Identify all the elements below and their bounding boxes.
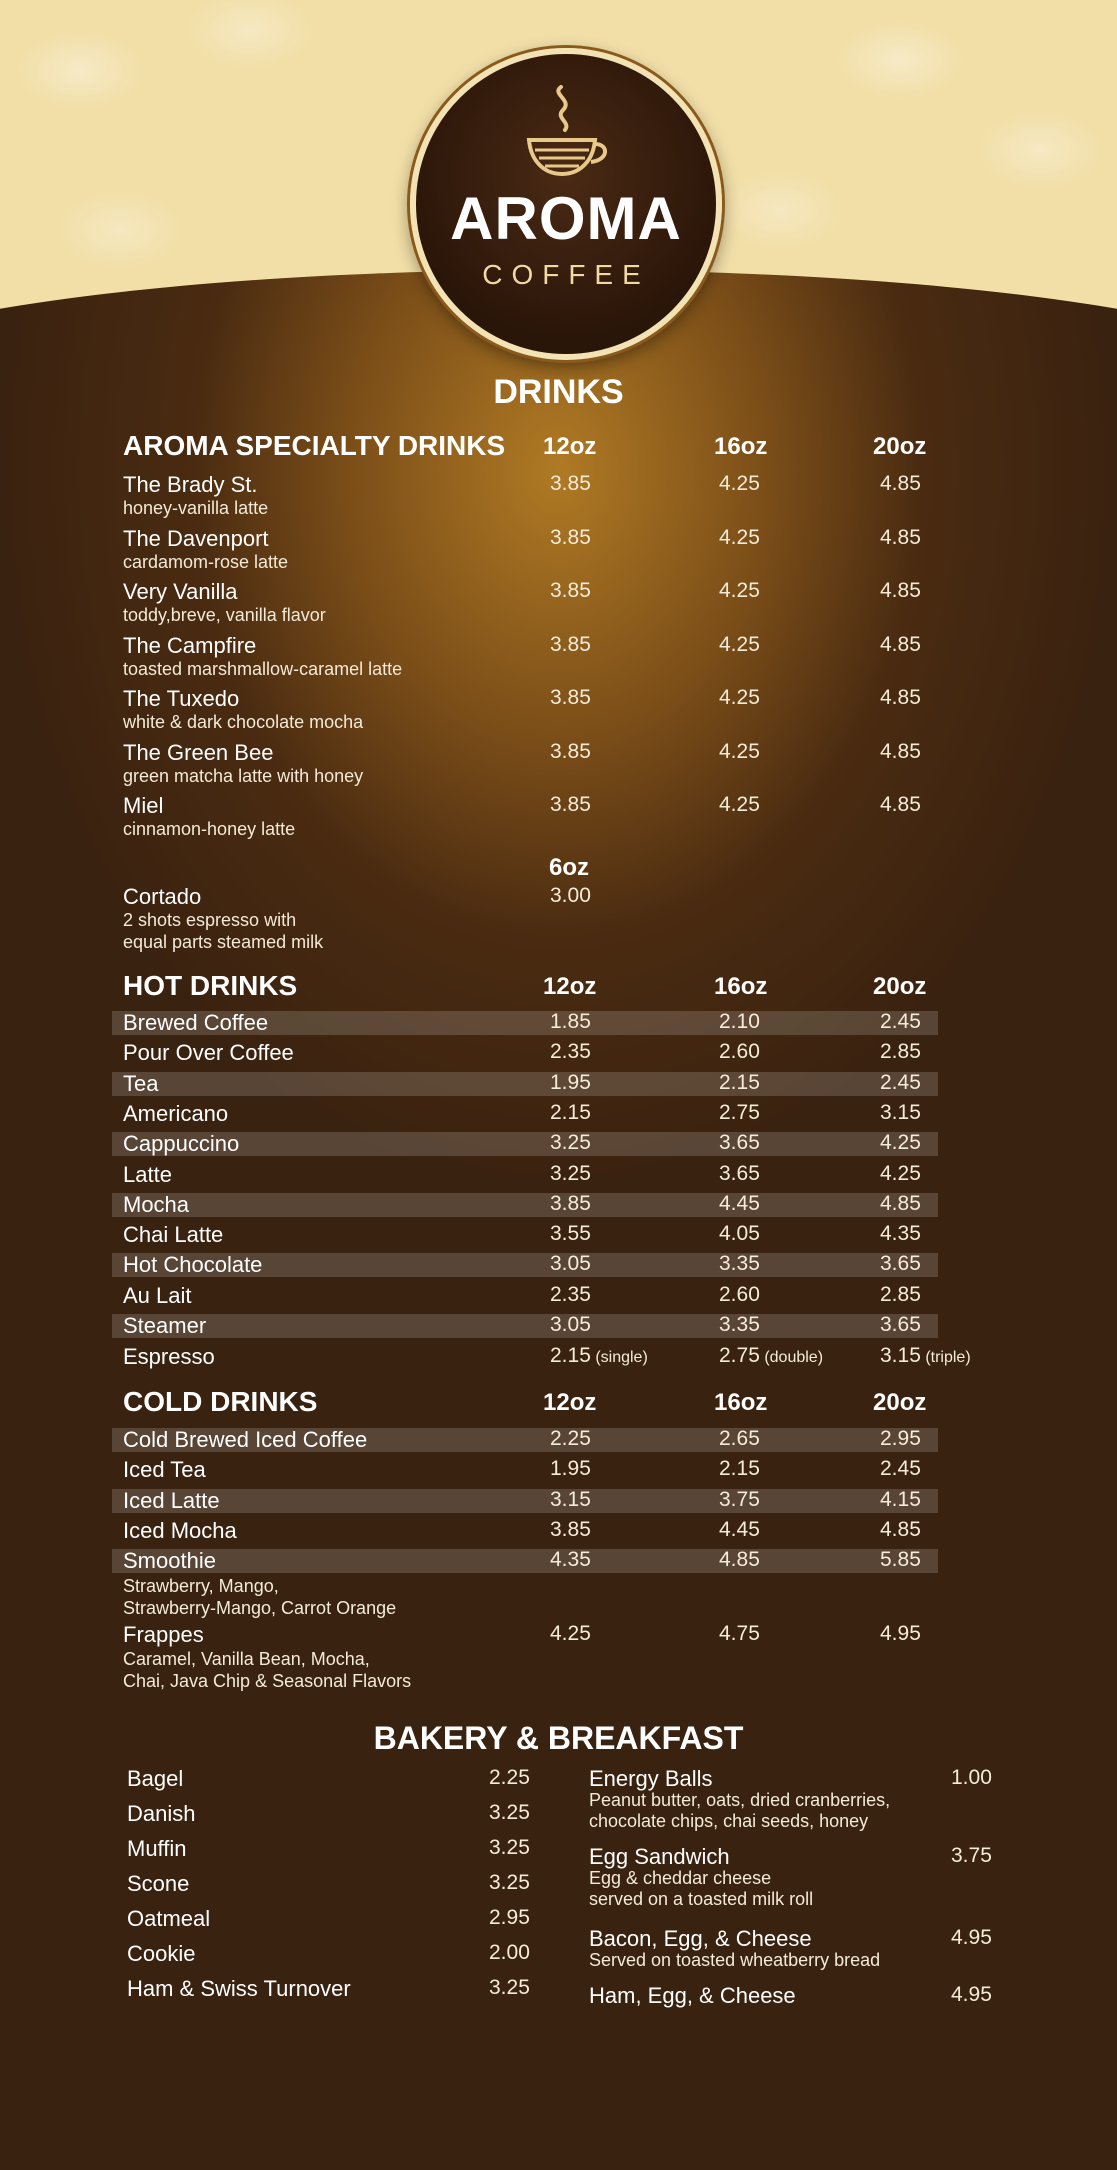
price-20oz: 2.95 — [880, 1427, 921, 1450]
item-name: Cappuccino — [123, 1131, 240, 1157]
price-12oz: 3.85 — [550, 1517, 591, 1541]
hot-drink-row — [123, 1162, 1083, 1190]
price-20oz: 4.35 — [880, 1222, 921, 1246]
hot-drink-row — [123, 1010, 1083, 1038]
price-12oz: 3.85 — [550, 632, 591, 656]
bakery-item-name: Ham & Swiss Turnover — [127, 1976, 351, 2001]
breakfast-item-name: Egg Sandwich — [589, 1844, 730, 1869]
cold-drink-row — [123, 1518, 1083, 1546]
breakfast-item-price: 1.00 — [951, 1766, 992, 1789]
price-16oz: 3.75 — [719, 1487, 760, 1511]
price-20oz: 4.85 — [880, 686, 921, 709]
cortado-item — [123, 884, 1083, 952]
item-name: The Green Bee — [123, 739, 274, 765]
price-16oz: 2.15 — [719, 1457, 760, 1481]
item-name: Very Vanilla — [123, 579, 238, 604]
price-16oz: 4.25 — [719, 739, 760, 763]
price-12oz: 3.15 — [550, 1487, 591, 1511]
hot-drink-row — [123, 1040, 1083, 1068]
price-12oz: 2.35 — [550, 1282, 591, 1306]
item-name: Steamer — [123, 1313, 207, 1338]
item-name: Smoothie — [123, 1548, 216, 1574]
frappe-flavors: Caramel, Vanilla Bean, Mocha, — [123, 1649, 370, 1669]
breakfast-item-name: Ham, Egg, & Cheese — [589, 1983, 796, 2008]
hot-drink-row — [123, 1192, 1083, 1220]
price-20oz: 2.85 — [880, 1040, 921, 1064]
specialty-size-20oz: 20oz — [873, 433, 927, 460]
price-20oz: 4.85 — [880, 632, 921, 656]
price-6oz: 3.00 — [550, 884, 591, 907]
hot-drink-row — [123, 1283, 1083, 1311]
price-16oz: 4.45 — [719, 1191, 760, 1215]
item-name: Frappes — [123, 1622, 204, 1647]
price-12oz: 4.25 — [550, 1622, 591, 1645]
price-16oz: 4.05 — [719, 1222, 760, 1246]
price-12oz: 3.85 — [550, 686, 591, 709]
price-12oz: 1.95 — [550, 1457, 591, 1481]
price-12oz: 3.05 — [550, 1252, 591, 1276]
item-name: Iced Tea — [123, 1457, 206, 1483]
hot-drink-row — [123, 1071, 1083, 1099]
price-20oz: 4.85 — [880, 472, 921, 495]
item-name: Latte — [123, 1161, 172, 1187]
price-12oz: 3.85 — [550, 579, 591, 602]
item-description: cinnamon-honey latte — [123, 819, 296, 839]
breakfast-item-price: 3.75 — [951, 1844, 992, 1867]
price-16oz: 4.25 — [719, 793, 760, 816]
aroma-logo — [410, 48, 722, 360]
price-16oz: 2.10 — [719, 1010, 760, 1033]
specialty-heading: AROMA SPECIALTY DRINKS — [123, 430, 506, 461]
price-20oz: 4.15 — [880, 1487, 921, 1511]
price-16oz: 2.60 — [719, 1040, 760, 1064]
price-20oz: 4.25 — [880, 1131, 921, 1155]
item-name: Brewed Coffee — [123, 1010, 269, 1035]
price-12oz: 3.85 — [550, 472, 591, 495]
item-name: Pour Over Coffee — [123, 1040, 294, 1066]
frappes-row — [123, 1622, 1083, 1691]
item-description: 2 shots espresso with — [123, 910, 297, 930]
bakery-item-price: 2.95 — [489, 1906, 530, 1929]
breakfast-item-name: Energy Balls — [589, 1766, 713, 1791]
price-20oz: 5.85 — [880, 1548, 921, 1572]
price-16oz: 3.35 — [719, 1252, 760, 1276]
breakfast-item-description: Served on toasted wheatberry bread — [589, 1950, 881, 1970]
price-16oz: 2.15 — [719, 1070, 760, 1094]
item-name: Tea — [123, 1070, 159, 1096]
price-12oz: 3.85 — [550, 793, 591, 816]
frappe-flavors: Chai, Java Chip & Seasonal Flavors — [123, 1671, 412, 1691]
bakery-item-price: 2.00 — [489, 1941, 530, 1964]
breakfast-item-description: Egg & cheddar cheese — [589, 1868, 772, 1888]
hot-drink-row — [123, 1131, 1083, 1159]
price-16oz: 2.75 — [719, 1100, 760, 1124]
drinks-title: DRINKS — [493, 373, 624, 411]
bakery-item-name: Oatmeal — [127, 1906, 211, 1931]
price-16oz: 4.25 — [719, 472, 760, 495]
price-16oz: 2.60 — [719, 1282, 760, 1306]
item-description: cardamom-rose latte — [123, 551, 289, 572]
item-name: Mocha — [123, 1191, 190, 1217]
price-12oz: 4.35 — [550, 1548, 591, 1572]
price-16oz: 4.75 — [719, 1622, 760, 1645]
item-name: Cold Brewed Iced Coffee — [123, 1427, 368, 1452]
price-12oz: 2.25 — [550, 1427, 591, 1450]
bakery-title: BAKERY & BREAKFAST — [373, 1720, 744, 1756]
specialty-item — [123, 632, 1083, 679]
hot-drink-row — [123, 1222, 1083, 1250]
price-16oz: 2.65 — [719, 1427, 760, 1450]
price-16oz: 3.35 — [719, 1313, 760, 1336]
shot-note: (double) — [759, 1349, 824, 1366]
cold-drink-row — [123, 1457, 1083, 1485]
coffee-cup-icon — [521, 82, 611, 182]
item-description: honey-vanilla latte — [123, 498, 269, 518]
price-16oz: 4.85 — [719, 1548, 760, 1572]
hot-heading: HOT DRINKS — [123, 970, 298, 1001]
smoothie-flavors: Strawberry, Mango, — [123, 1576, 279, 1596]
item-name: The Tuxedo — [123, 686, 240, 711]
price-value: 2.15 — [550, 1344, 591, 1367]
item-name: Miel — [123, 793, 164, 818]
espresso-row — [123, 1344, 1083, 1372]
price-20oz: 4.85 — [880, 739, 921, 763]
price-20oz: 4.85 — [880, 579, 921, 602]
bakery-item-name: Scone — [127, 1871, 190, 1896]
specialty-size-16oz: 16oz — [714, 433, 768, 460]
bakery-item-name: Muffin — [127, 1836, 187, 1861]
item-name: Americano — [123, 1100, 229, 1126]
brand-name: AROMA — [450, 185, 682, 252]
item-name: Cortado — [123, 884, 202, 909]
specialty-item — [123, 793, 1083, 839]
item-name: The Davenport — [123, 525, 269, 551]
cold-size-16oz: 16oz — [714, 1389, 768, 1416]
bakery-item-name: Danish — [127, 1801, 196, 1826]
item-description: toddy,breve, vanilla flavor — [123, 605, 326, 625]
price-16oz: 3.65 — [719, 1131, 760, 1155]
price-12oz: 3.85 — [550, 1191, 591, 1215]
shot-note: (single) — [590, 1349, 648, 1366]
shot-note: (triple) — [920, 1349, 971, 1366]
price-16oz — [719, 1344, 823, 1368]
hot-size-16oz: 16oz — [714, 973, 768, 1000]
price-12oz: 3.05 — [550, 1313, 591, 1336]
price-12oz — [550, 1344, 648, 1368]
cold-drink-row — [123, 1548, 1083, 1576]
breakfast-item-price: 4.95 — [951, 1983, 992, 2006]
price-20oz: 2.45 — [880, 1010, 921, 1033]
item-description: equal parts steamed milk — [123, 932, 324, 952]
price-20oz: 2.45 — [880, 1070, 921, 1094]
price-12oz: 3.85 — [550, 739, 591, 763]
price-12oz: 1.85 — [550, 1010, 591, 1033]
specialty-item — [123, 739, 1083, 786]
price-12oz: 2.15 — [550, 1100, 591, 1124]
breakfast-item-description: served on a toasted milk roll — [589, 1889, 814, 1909]
cold-size-20oz: 20oz — [873, 1389, 927, 1416]
price-20oz — [880, 1344, 971, 1368]
hot-size-12oz: 12oz — [543, 973, 597, 1000]
specialty-item — [123, 686, 1083, 732]
price-20oz: 4.25 — [880, 1161, 921, 1185]
price-16oz: 4.45 — [719, 1517, 760, 1541]
hot-drink-row — [123, 1313, 1083, 1341]
price-12oz: 2.35 — [550, 1040, 591, 1064]
hot-drink-row — [123, 1101, 1083, 1129]
price-16oz: 4.25 — [719, 525, 760, 549]
price-12oz: 1.95 — [550, 1070, 591, 1094]
breakfast-item-price: 4.95 — [951, 1926, 992, 1949]
item-description: white & dark chocolate mocha — [123, 712, 364, 732]
hot-size-20oz: 20oz — [873, 973, 927, 1000]
item-name: Chai Latte — [123, 1222, 224, 1248]
price-value: 2.75 — [719, 1344, 760, 1367]
smoothie-flavors: Strawberry-Mango, Carrot Orange — [123, 1598, 397, 1618]
price-16oz: 4.25 — [719, 632, 760, 656]
bakery-item-price: 3.25 — [489, 1976, 530, 1999]
cold-heading: COLD DRINKS — [123, 1386, 318, 1417]
price-20oz: 2.85 — [880, 1282, 921, 1306]
bakery-item-price: 2.25 — [489, 1766, 530, 1789]
breakfast-item-description: Peanut butter, oats, dried cranberries, — [589, 1790, 891, 1810]
price-20oz: 3.65 — [880, 1252, 921, 1276]
price-20oz: 4.85 — [880, 1517, 921, 1541]
item-description: green matcha latte with honey — [123, 765, 364, 786]
bakery-item-price: 3.25 — [489, 1871, 530, 1894]
price-16oz: 4.25 — [719, 579, 760, 602]
price-20oz: 4.85 — [880, 1191, 921, 1215]
price-20oz: 3.15 — [880, 1100, 921, 1124]
price-20oz: 4.85 — [880, 793, 921, 816]
cold-drink-row — [123, 1488, 1083, 1516]
item-name: The Campfire — [123, 632, 257, 658]
price-16oz: 3.65 — [719, 1161, 760, 1185]
price-20oz: 3.65 — [880, 1313, 921, 1336]
breakfast-item-description: chocolate chips, chai seeds, honey — [589, 1811, 869, 1831]
specialty-size-12oz: 12oz — [543, 433, 597, 460]
item-name: Espresso — [123, 1344, 215, 1369]
price-12oz: 3.25 — [550, 1131, 591, 1155]
cortado-size: 6oz — [549, 854, 590, 881]
item-name: Au Lait — [123, 1282, 192, 1308]
item-description: toasted marshmallow-caramel latte — [123, 658, 403, 679]
price-12oz: 3.85 — [550, 525, 591, 549]
bakery-item-price: 3.25 — [489, 1801, 530, 1824]
bakery-item-name: Cookie — [127, 1941, 196, 1966]
breakfast-item-name: Bacon, Egg, & Cheese — [589, 1926, 812, 1951]
bakery-item-price: 3.25 — [489, 1836, 530, 1859]
specialty-item — [123, 472, 1083, 518]
specialty-item — [123, 579, 1083, 625]
cold-drink-row — [123, 1427, 1083, 1455]
brand-subtitle: COFFEE — [482, 259, 650, 290]
cold-size-12oz: 12oz — [543, 1389, 597, 1416]
item-name: The Brady St. — [123, 472, 258, 497]
price-value: 3.15 — [880, 1344, 921, 1367]
specialty-item — [123, 525, 1083, 572]
item-name: Iced Mocha — [123, 1517, 237, 1543]
price-20oz: 4.85 — [880, 525, 921, 549]
price-20oz: 4.95 — [880, 1622, 921, 1645]
price-16oz: 4.25 — [719, 686, 760, 709]
price-12oz: 3.25 — [550, 1161, 591, 1185]
item-name: Hot Chocolate — [123, 1252, 263, 1278]
price-12oz: 3.55 — [550, 1222, 591, 1246]
bakery-item-name: Bagel — [127, 1766, 184, 1791]
hot-drink-row — [123, 1252, 1083, 1280]
item-name: Iced Latte — [123, 1487, 220, 1513]
price-20oz: 2.45 — [880, 1457, 921, 1481]
